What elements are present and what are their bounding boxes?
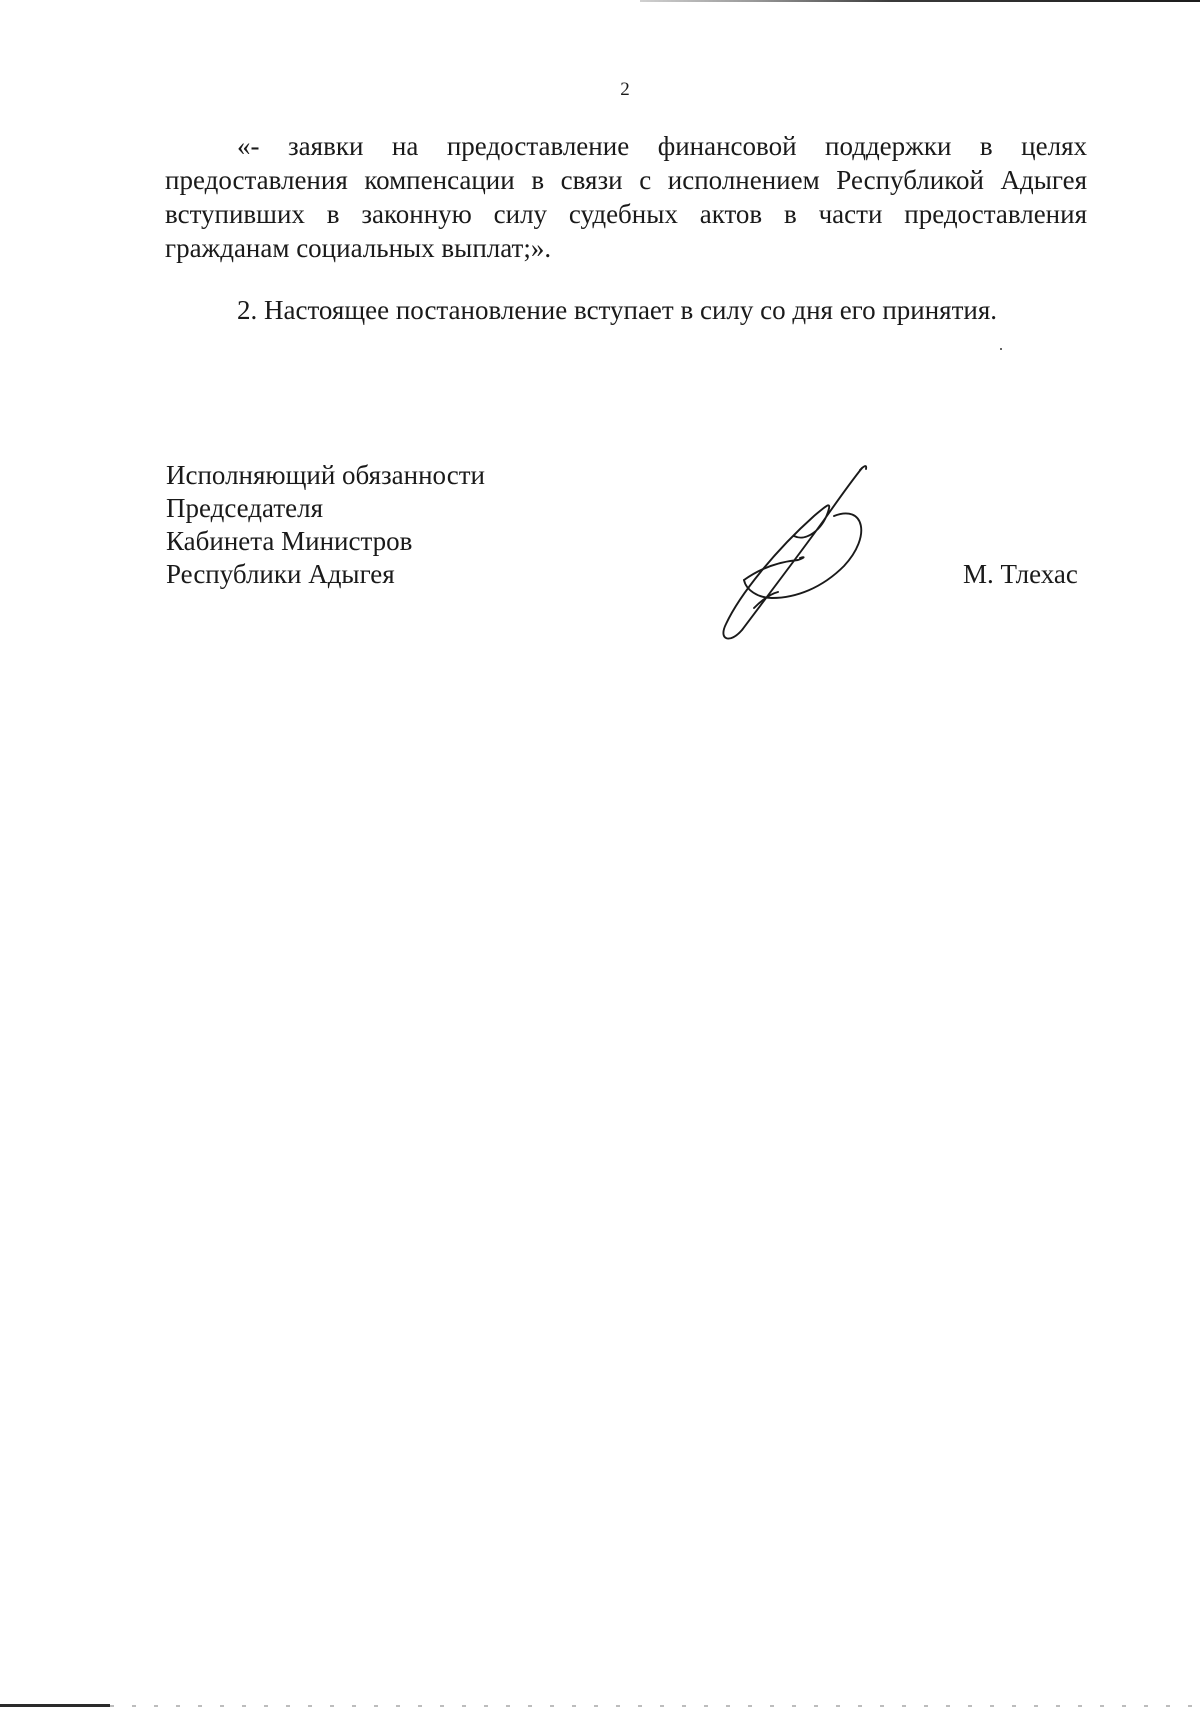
signatory-title-line: Кабинета Министров xyxy=(166,526,413,556)
paragraph-amendment: «- заявки на предоставление финансовой поддержки в целях предоставления компенсации в связи с исполнением Республикой Адыгея вступивших в законную силу судебных актов в части предоставления гражданам социальных выплат;». xyxy=(165,131,1087,263)
signatory-title-line: Председателя xyxy=(166,493,324,523)
signatory-title-line: Исполняющий обязанности xyxy=(166,460,485,490)
handwritten-signature xyxy=(714,458,874,648)
scan-edge-bottom xyxy=(0,1705,1200,1707)
scan-edge-top xyxy=(640,0,1200,2)
signatory-title xyxy=(166,459,485,591)
scan-edge-bottom-mark xyxy=(0,1704,110,1707)
signatory-title-line: Республики Адыгея xyxy=(166,559,395,589)
page-number: 2 xyxy=(620,79,630,100)
scan-speck xyxy=(1000,348,1002,350)
signer-name: М. Тлехас xyxy=(963,559,1078,589)
paragraph-effective-date: 2. Настоящее постановление вступает в силу со дня его принятия. xyxy=(237,295,998,325)
